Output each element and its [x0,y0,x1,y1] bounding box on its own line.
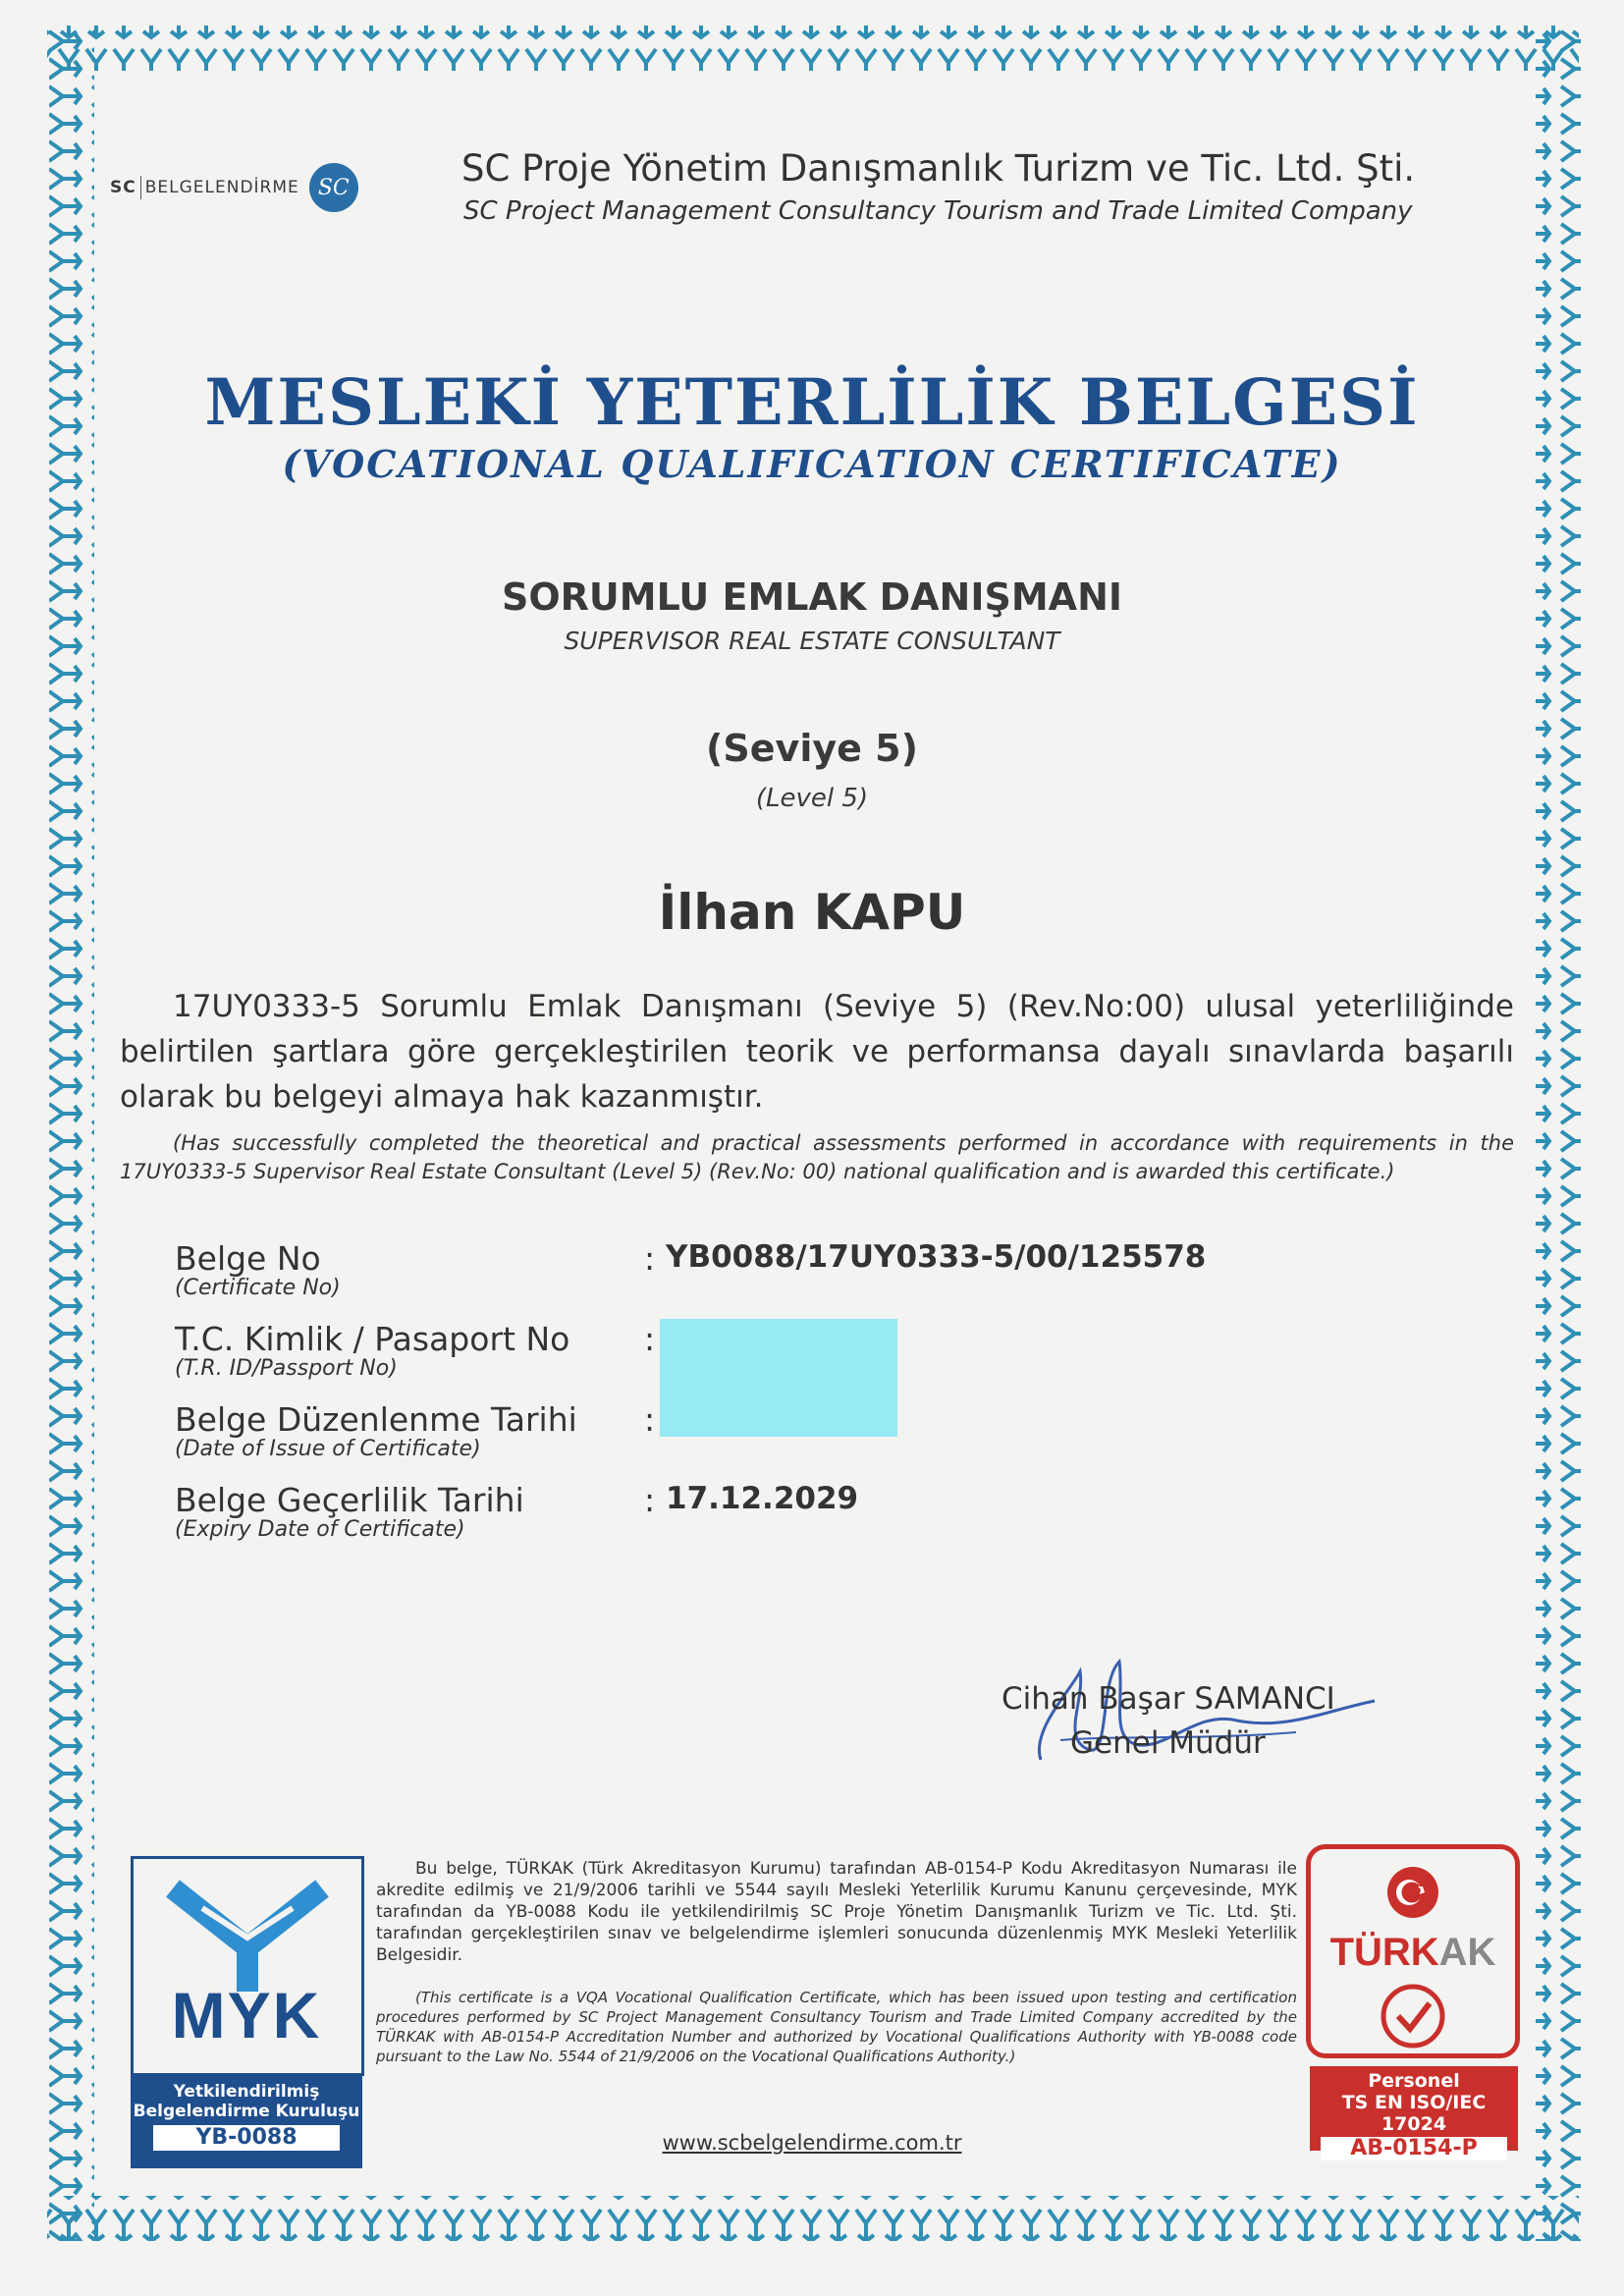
sc-logo-icon: SC [309,163,358,212]
detail-colon: : [644,1239,656,1278]
accreditation-text-en: (This certificate is a VQA Vocational Qualification Certificate, which has been issued upon testing and certification procedures performed by SC Project Management Consultancy Tourism and Trade Limited Company accredited by the TÜRKAK with AB-0154-P Accreditation Number and authorized by Vocational Qualifications Authority with YB-0088 code pursuant to the Law No. 5544 of 21/9/2006 on the Vocational Qualifications Authority.) [376,1989,1297,2065]
detail-label: T.C. Kimlik / Pasaport No [175,1320,570,1358]
detail-sublabel: (Certificate No) [175,1276,341,1300]
turkak-name-part-b: AK [1438,1931,1496,1974]
detail-sublabel: (Date of Issue of Certificate) [175,1437,481,1461]
turkak-band [1310,2066,1518,2160]
myk-logo [131,1856,362,2172]
detail-sublabel: (Expiry Date of Certificate) [175,1517,465,1542]
turkak-line2: TS EN ISO/IEC 17024 [1341,2092,1487,2135]
detail-label: Belge Geçerlilik Tarihi [175,1481,524,1519]
holder-name: İlhan KAPU [658,884,966,941]
detail-colon: : [644,1320,656,1358]
profession-tr: SORUMLU EMLAK DANIŞMANI [501,575,1123,619]
detail-row-certificate-no [175,1239,1353,1300]
detail-label: Belge Düzenlenme Tarihi [175,1400,577,1439]
website-link[interactable]: www.scbelgelendirme.com.tr [662,2131,962,2155]
detail-colon: : [644,1481,656,1519]
issuer-logo-text: SC BELGELENDİRME [110,178,299,197]
statement-tr: 17UY0333-5 Sorumlu Emlak Danışmanı (Seviye 5) (Rev.No:00) ulusal yeterliliğinde belirtilen şartlara göre gerçekleştirilen teorik ve performansa dayalı sınavlarda başarılı olarak bu belgeyi almaya hak kazanmıştır. [120,989,1514,1115]
issuer-logo [110,163,358,212]
signatory-title: Genel Müdür [1070,1725,1266,1761]
turkak-line1: Personel [1368,2070,1460,2092]
certificate-title-en: (VOCATIONAL QUALIFICATION CERTIFICATE) [282,442,1342,486]
accreditation-text-tr: Bu belge, TÜRKAK (Türk Akreditasyon Kurumu) tarafından AB-0154-P Kodu Akreditasyon Numarası ile akredite edilmiş ve 21/9/2006 tarihli ve 5544 sayılı Mesleki Yeterlilik Kurumu Kanunu çerçevesinde, MYK tarafından da YB-0088 Kodu ile yetkilendirilmiş SC Proje Yönetim Danışmanlık Turizm ve Tic. Ltd. Şti. tarafından gerçekleştirilen sınav ve belgelendirme işlemleri sonucunda düzenlenmiş MYK Mesleki Yeterlilik Belgesidir. [376,1859,1297,1965]
myk-logo-text: MYK [171,1979,322,2051]
detail-label: Belge No [175,1239,321,1278]
checkmark-icon [1379,1982,1447,2050]
detail-sublabel: (T.R. ID/Passport No) [175,1356,398,1381]
issuer-name-tr: SC Proje Yönetim Danışmanlık Turizm ve Tic. Ltd. Şti. [461,147,1416,190]
profession-en: SUPERVISOR REAL ESTATE CONSULTANT [564,627,1060,655]
issuer-name-en: SC Project Management Consultancy Tourism and Trade Limited Company [463,196,1413,226]
myk-code: YB-0088 [153,2125,340,2151]
turkish-flag-icon [1383,1863,1442,1922]
certificate-title-tr: MESLEKİ YETERLİLİK BELGESİ [204,365,1420,440]
turkak-logo [1306,1844,1522,2159]
redaction-box [660,1319,897,1437]
level-en: (Level 5) [755,784,869,813]
turkak-logo-text [1306,1931,1520,1975]
turkak-name-part-a: TÜRK [1329,1931,1439,1974]
statement-en: (Has successfully completed the theoretical and practical assessments performed in accordance with requirements in the 17UY0333-5 Supervisor Real Estate Consultant (Level 5) (Rev.No: 00) national qualification and is awarded this certificate.) [120,1131,1514,1183]
turkak-code: AB-0154-P [1321,2137,1507,2160]
expiry-date: 17.12.2029 [666,1481,859,1516]
level-tr: (Seviye 5) [706,727,918,770]
signatory-name: Cihan Başar SAMANCI [1001,1681,1335,1717]
detail-row-expiry-date [175,1481,1353,1542]
myk-line1: Yetkilendirilmiş [173,2082,320,2102]
detail-colon: : [644,1400,656,1439]
certificate-number: YB0088/17UY0333-5/00/125578 [666,1239,1207,1275]
myk-line2: Belgelendirme Kuruluşu [133,2102,360,2121]
